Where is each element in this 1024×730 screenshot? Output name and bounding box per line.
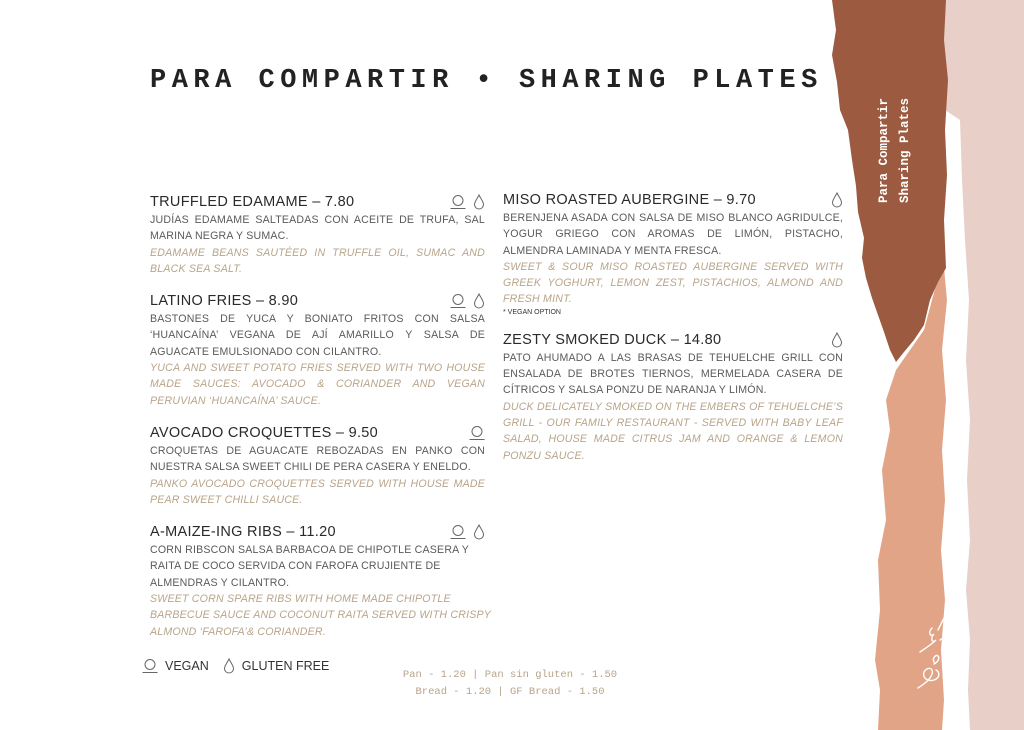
right-column (503, 190, 843, 478)
bread-prices-en: Bread - 1.20 | GF Bread - 1.50 (415, 686, 605, 698)
item-name: A-MAIZE-ING RIBS – 11.20 (150, 524, 336, 541)
gluten-free-icon (473, 194, 485, 210)
item-description-en: PANKO AVOCADO CROQUETTES SERVED WITH HOUSE MADE PEAR SWEET CHILLI SAUCE. (150, 477, 485, 506)
left-column (150, 192, 491, 654)
item-description-en: EDAMAME BEANS SAUTÉED IN TRUFFLE OIL, SUMAC AND BLACK SEA SALT. (150, 246, 485, 275)
item-name: MISO ROASTED AUBERGINE – 9.70 (503, 192, 756, 208)
vegan-icon (450, 194, 466, 210)
legend-vegan (142, 658, 209, 674)
legend-gluten-free-label: GLUTEN FREE (241, 659, 330, 673)
gluten-free-icon (473, 293, 485, 309)
item-description-en: SWEET & SOUR MISO ROASTED AUBERGINE SERVED WITH GREEK YOGHURT, LEMON ZEST, PISTACHIOS, ALMOND AND FRESH MINT. (503, 260, 843, 306)
be-wild-signature (910, 610, 956, 694)
item-description-es: CORN RIBSCON SALSA BARBACOA DE CHIPOTLE CASERA Y RAITA DE COCO SERVIDA CON FAROFA CRUJIENTE DE ALMENDRAS Y CILANTRO. (150, 544, 469, 589)
item-description-en: SWEET CORN SPARE RIBS WITH HOME MADE CHIPOTLE BARBECUE SAUCE AND COCONUT RAITA SERVED WITH CRISPY ALMOND ‘FAROFA’& CORIANDER. (150, 593, 491, 638)
item-description-en: DUCK DELICATELY SMOKED ON THE EMBERS OF TEHUELCHE’S GRILL - OUR FAMILY RESTAURANT - SERVED WITH BABY LEAF SALAD, HOUSE MADE CITRUS JAM AND ORANGE & LEMON PONZU SAUCE. (503, 400, 843, 462)
item-name: ZESTY SMOKED DUCK – 14.80 (503, 331, 722, 348)
item-description-es: BERENJENA ASADA CON SALSA DE MISO BLANCO AGRIDULCE, YOGUR GRIEGO CON AROMAS DE LIMÓN, PISTACHO, ALMENDRA LAMINADA Y MENTA FRESCA. (503, 212, 843, 257)
side-label-es: Para Compartir (877, 97, 891, 203)
item-description-en: YUCA AND SWEET POTATO FRIES SERVED WITH TWO HOUSE MADE SAUCES: AVOCADO & CORIANDER AND VEGAN PERUVIAN ‘HUANCAÍNA’ SAUCE. (150, 362, 485, 407)
gluten-free-icon (223, 658, 235, 674)
menu-item (150, 192, 485, 277)
item-description-es: CROQUETAS DE AGUACATE REBOZADAS EN PANKO CON NUESTRA SALSA SWEET CHILI DE PERA CASERA Y ENELDO. (150, 444, 485, 474)
gluten-free-icon (473, 524, 485, 540)
vegan-icon (450, 524, 466, 540)
side-label-en: Sharing Plates (898, 97, 912, 203)
gluten-free-icon (831, 192, 843, 208)
vegan-option-note: * VEGAN OPTION (503, 308, 561, 316)
legend-gluten-free (223, 658, 330, 674)
page-title: PARA COMPARTIR • SHARING PLATES (150, 66, 823, 96)
dietary-legend (142, 658, 329, 674)
menu-item (150, 522, 495, 640)
legend-vegan-label: VEGAN (165, 659, 209, 673)
menu-item (503, 190, 843, 316)
item-description-es: JUDÍAS EDAMAME SALTEADAS CON ACEITE DE TRUFA, SAL MARINA NEGRA Y SUMAC. (150, 214, 485, 243)
item-description-es: BASTONES DE YUCA Y BONIATO FRITOS CON SALSA ‘HUANCAÍNA’ VEGANA DE AJÍ AMARILLO Y SALSA DE AGUACATE EMULSIONADO CON CILANTRO. (150, 313, 485, 358)
bread-prices (385, 667, 635, 701)
bread-prices-es: Pan - 1.20 | Pan sin gluten - 1.50 (402, 669, 618, 681)
menu-item (503, 330, 843, 464)
menu-item (150, 423, 485, 508)
side-label (876, 60, 916, 210)
item-name: AVOCADO CROQUETTES – 9.50 (150, 424, 379, 441)
vegan-icon (450, 293, 466, 309)
vegan-icon (142, 658, 158, 674)
item-name: TRUFFLED EDAMAME – 7.80 (150, 194, 355, 210)
vegan-icon (469, 425, 485, 441)
gluten-free-icon (831, 332, 843, 348)
menu-item (150, 291, 485, 409)
item-description-es: PATO AHUMADO A LAS BRASAS DE TEHUELCHE GRILL CON ENSALADA DE BROTES TIERNOS, MERMELADA CASERA DE CÍTRICOS Y SALSA PONZU DE NARANJA Y LIMÓN. (503, 351, 843, 397)
item-name: LATINO FRIES – 8.90 (150, 293, 299, 310)
